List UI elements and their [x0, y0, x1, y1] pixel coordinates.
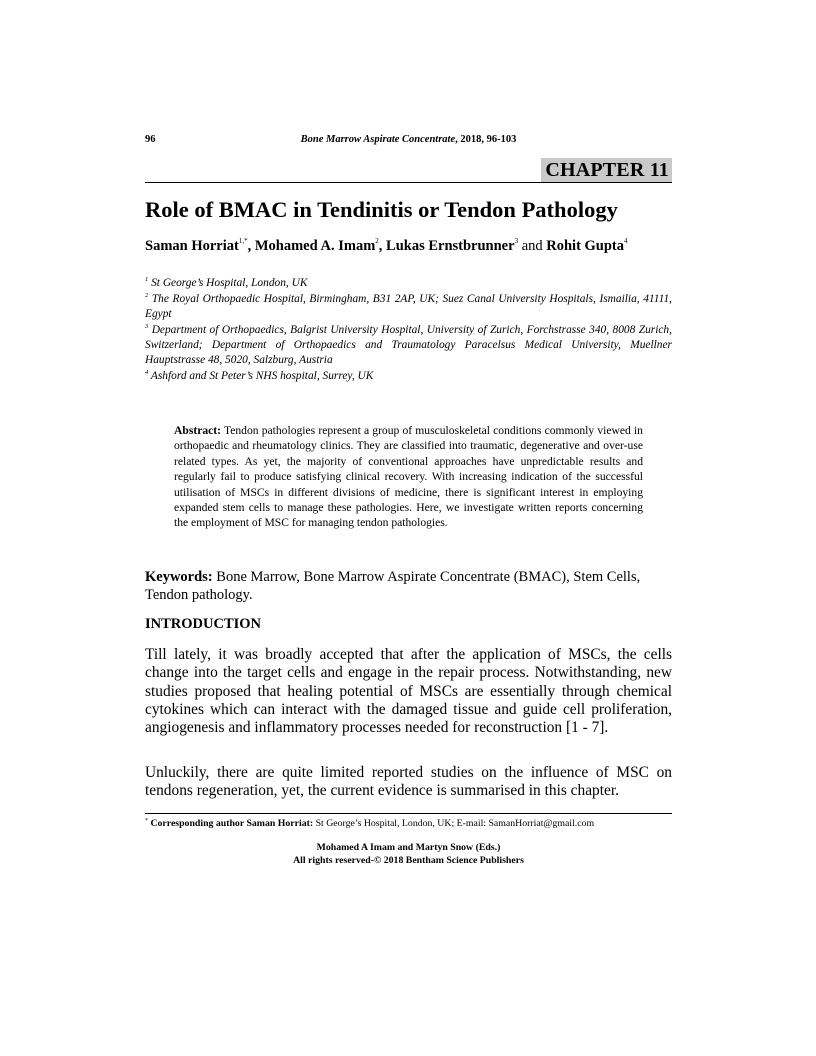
- corresponding-author-footnote: [145, 818, 672, 829]
- footnote-text: St George’s Hospital, London, UK; E-mail: SamanHorriat@gmail.com: [315, 818, 595, 829]
- article-title: Role of BMAC in Tendinitis or Tendon Pathology: [145, 197, 618, 222]
- affiliation-text: St George’s Hospital, London, UK: [151, 277, 308, 289]
- footnote-rule: [145, 813, 672, 814]
- affiliation: [145, 369, 672, 384]
- author-name: Rohit Gupta: [546, 238, 625, 254]
- editors-line: Mohamed A Imam and Martyn Snow (Eds.): [316, 842, 501, 853]
- affiliation-text: The Royal Orthopaedic Hospital, Birmingham, B31 2AP, UK; Suez Canal University Hospitals, Ismailia, 41111, Egypt: [145, 293, 672, 320]
- affiliation-text: Department of Orthopaedics, Balgrist University Hospital, University of Zurich, Forchstrasse 340, 8008 Zurich, Switzerland; Department of Orthopaedics and Traumatology Paracelsus Medical University, Muellner Hauptstrasse 48, 5020, Salzburg, Austria: [145, 324, 672, 366]
- section-heading: INTRODUCTION: [145, 616, 262, 632]
- affiliation-list: [145, 276, 672, 385]
- chapter-rule: [145, 182, 672, 183]
- affiliation-number: 3: [145, 323, 149, 330]
- author-affiliation-mark: 1,*: [238, 237, 248, 245]
- author-affiliation-mark: 3: [514, 237, 519, 245]
- author-separator: ,: [247, 238, 255, 254]
- affiliation: [145, 292, 672, 322]
- abstract-text: Tendon pathologies represent a group of musculoskeletal conditions commonly viewed in orthopaedic and rheumatology clinics. They are classified into traumatic, degenerative and over-use related types. As yet, the majority of conventional approaches have unpredictable results and regularly fail to produce satisfying clinical recovery. With increasing indication of the successful utilisation of MSCs in different divisions of medicine, there is significant interest in employing expanded stem cells to manage these pathologies. Here, we investigate written reports concerning the employment of MSC for managing tendon pathologies.: [174, 424, 643, 530]
- affiliation-number: 1: [145, 276, 149, 283]
- author-name: Lukas Ernstbrunner: [386, 238, 515, 254]
- footnote-mark: *: [145, 818, 148, 824]
- author-list: [145, 238, 672, 255]
- abstract-label: Abstract:: [174, 424, 222, 437]
- body-paragraph: Unluckily, there are quite limited reported studies on the influence of MSC on tendons regeneration, yet, the current evidence is summarised in this chapter.: [145, 764, 672, 800]
- author-separator: and: [518, 238, 547, 254]
- affiliation: [145, 323, 672, 368]
- journal-title: Bone Marrow Aspirate Concentrate: [300, 134, 456, 145]
- author-affiliation-mark: 4: [624, 237, 628, 245]
- affiliation-number: 4: [145, 369, 149, 376]
- affiliation: [145, 276, 672, 291]
- author-name: Saman Horriat: [145, 238, 239, 254]
- page-number: 96: [145, 134, 156, 145]
- footnote-label: Corresponding author Saman Horriat:: [150, 818, 314, 829]
- body-paragraph: Till lately, it was broadly accepted that after the application of MSCs, the cells change into the target cells and engage in the repair process. Notwithstanding, new studies proposed that healing potential of MSCs are essentially through chemical cytokines which can interact with the damaged tissue and guide cell proliferation, angiogenesis and inflammatory processes needed for reconstruction [1 - 7].: [145, 646, 672, 737]
- keywords-label: Keywords:: [145, 569, 213, 585]
- keywords-text: Bone Marrow, Bone Marrow Aspirate Concentrate (BMAC), Stem Cells, Tendon pathology.: [145, 569, 641, 603]
- rights-line: All rights reserved-© 2018 Bentham Science Publishers: [293, 854, 524, 866]
- journal-reference: [145, 134, 672, 145]
- author-affiliation-mark: 2: [375, 237, 379, 245]
- abstract: [174, 423, 643, 531]
- affiliation-number: 2: [145, 292, 149, 299]
- chapter-label: CHAPTER 11: [541, 158, 672, 183]
- author-name: Mohamed A. Imam: [254, 238, 376, 254]
- affiliation-text: Ashford and St Peter’s NHS hospital, Surrey, UK: [150, 370, 374, 382]
- author-separator: ,: [378, 238, 387, 254]
- journal-volume-pages: , 2018, 96-103: [455, 134, 517, 145]
- keywords: [145, 568, 672, 604]
- publisher-info: [145, 842, 672, 867]
